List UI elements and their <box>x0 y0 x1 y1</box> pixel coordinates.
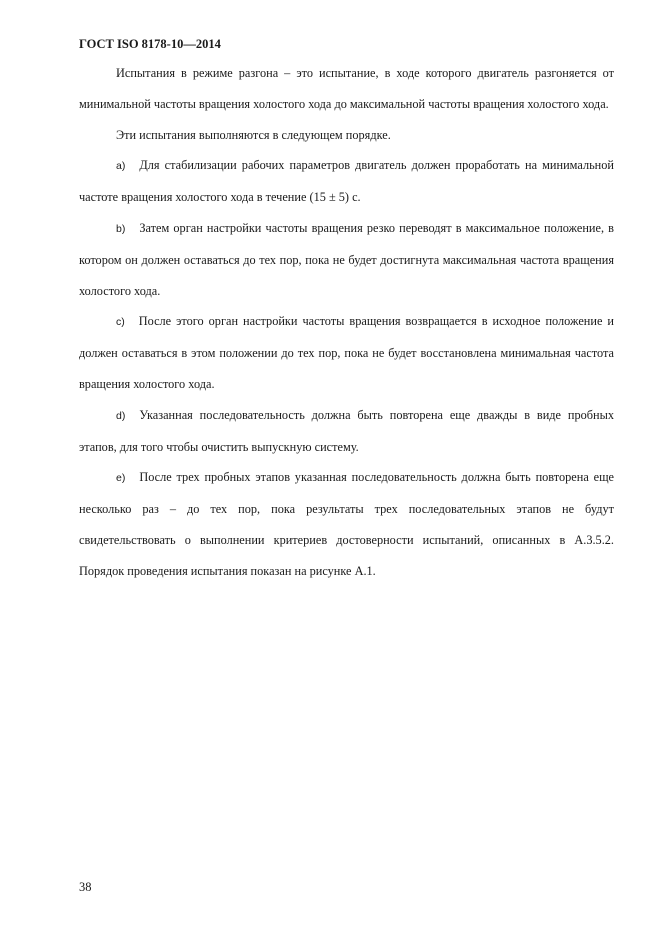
intro-paragraph: Испытания в режиме разгона – это испытание, в ходе которого двигатель разгоняется от минимальной частоты вращения холостого хода до максимальной частоты вращения холостого хода. <box>79 66 614 111</box>
step-d-marker: d) <box>116 409 126 422</box>
order-intro-paragraph: Эти испытания выполняются в следующем порядке. <box>116 127 391 142</box>
step-d-paragraph <box>79 400 614 463</box>
step-e-marker: e) <box>116 472 126 485</box>
step-b-marker: b) <box>116 222 126 235</box>
page-number: 38 <box>79 880 92 894</box>
step-b-paragraph <box>79 213 614 306</box>
step-a-paragraph <box>79 150 614 213</box>
body-text <box>79 58 614 587</box>
step-d-text: Указанная последовательность должна быть повторена еще дважды в виде пробных этапов, для того чтобы очистить выпускную систему. <box>79 407 614 454</box>
step-c-text: После этого орган настройки частоты вращения возвращается в исходное положение и должен оставаться в этом положении до тех пор, пока не будет восстановлена минимальная частота вращения холостого хода. <box>79 314 614 391</box>
standard-header: ГОСТ ISO 8178-10—2014 <box>79 37 221 51</box>
step-b-text: Затем орган настройки частоты вращения резко переводят в максимальное положение, в котором он должен оставаться до тех пор, пока не будет достигнута максимальная частота вращения холостого хода. <box>79 220 614 298</box>
step-a-marker: a) <box>116 160 126 173</box>
step-e-paragraph <box>79 462 614 586</box>
step-e-text: После трех пробных этапов указанная последовательность должна быть повторена еще несколько раз – до тех пор, пока результаты трех последовательных этапов не будут свидетельствовать о выполнении критериев достоверности испытаний, описанных в А.3.5.2. Порядок проведения испытания показан на рисунке А.1. <box>79 470 614 578</box>
step-c-paragraph <box>79 306 614 399</box>
step-a-text: Для стабилизации рабочих параметров двигатель должен проработать на минимальной частоте вращения холостого хода в течение (15 ± 5) с. <box>79 158 614 205</box>
step-c-marker: c) <box>116 316 125 329</box>
